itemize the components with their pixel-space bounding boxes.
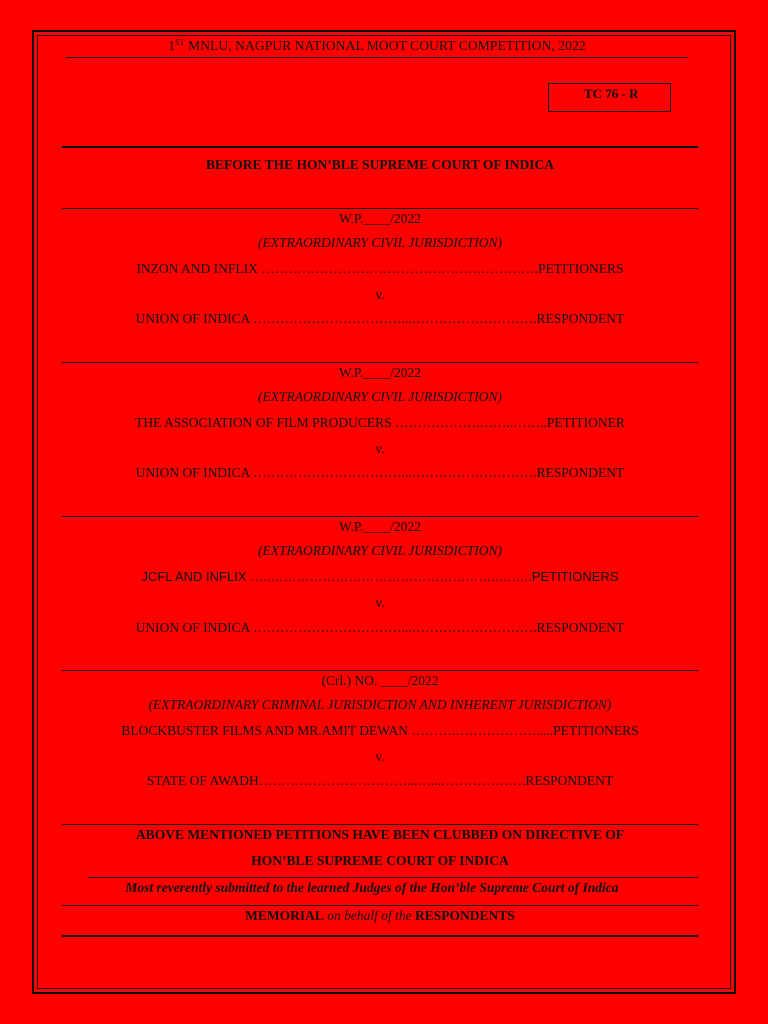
clubbed-notice-court: HON’BLE SUPREME COURT OF INDICA [251, 853, 509, 868]
competition-name: MNLU, NAGPUR NATIONAL MOOT COURT COMPETITION, 2022 [184, 38, 586, 53]
team-code-box [548, 83, 671, 112]
clubbed-notice: ABOVE MENTIONED PETITIONS HAVE BEEN CLUBBED ON DIRECTIVE OF [135, 827, 625, 842]
team-code: TC 76 - R [584, 86, 639, 101]
divider [62, 824, 698, 825]
memorial-line [62, 908, 698, 924]
jurisdiction: (EXTRAORDINARY CIVIL JURISDICTION) [258, 389, 502, 404]
divider [62, 146, 698, 148]
petitioner-line: INZON AND INFLIX ………………………………………….………….PETITIONERS [136, 261, 624, 276]
respondent-line: UNION OF INDICA ……………………………...……………………….RESPONDENT [135, 620, 625, 635]
versus: v. [375, 287, 385, 302]
jurisdiction: (EXTRAORDINARY CRIMINAL JURISDICTION AND INHERENT JURISDICTION) [148, 697, 612, 712]
court-heading: BEFORE THE HON’BLE SUPREME COURT OF INDICA [205, 157, 555, 172]
ordinal-superscript: ST [175, 38, 185, 47]
respondent-line: UNION OF INDICA ……………………………...……………………….RESPONDENT [135, 465, 625, 480]
petition-number: (Crl.) NO. ____/2022 [321, 673, 439, 688]
header-underline [66, 57, 688, 58]
inner-border [37, 35, 731, 989]
divider [62, 516, 698, 517]
petition-number: W.P.____/2022 [338, 365, 421, 380]
divider [62, 362, 698, 363]
petitioner-line: THE ASSOCIATION OF FILM PRODUCERS ……………….……..……..PETITIONER [135, 415, 625, 430]
submission-line: Most reverently submitted to the learned Judges of the Hon’ble Supreme Court of Indica [125, 880, 619, 895]
memorial-label: MEMORIAL [245, 908, 324, 923]
jurisdiction: (EXTRAORDINARY CIVIL JURISDICTION) [258, 235, 502, 250]
divider [62, 670, 698, 671]
petitioner-line: BLOCKBUSTER FILMS AND MR.AMIT DEWAN ……….……………….....PETITIONERS [121, 723, 639, 738]
memorial-behalf: on behalf of the [323, 908, 416, 923]
memorial-party: RESPONDENTS [415, 908, 515, 923]
petition-number: W.P.____/2022 [338, 211, 421, 226]
divider [62, 208, 698, 209]
versus: v. [375, 595, 385, 610]
divider [62, 935, 698, 937]
ordinal-number: 1 [168, 38, 176, 53]
petitioner-line: JCFL AND INFLIX …..……………………………………………..……..PETITIONERS [141, 569, 619, 584]
versus: v. [375, 749, 385, 764]
respondent-line: STATE OF AWADH……………………………...…...……………….RESPONDENT [146, 773, 614, 788]
respondent-line: UNION OF INDICA ……………………………...……………………….RESPONDENT [135, 311, 625, 326]
jurisdiction: (EXTRAORDINARY CIVIL JURISDICTION) [258, 543, 502, 558]
petition-number: W.P.____/2022 [338, 519, 421, 534]
divider [62, 905, 698, 906]
competition-title [66, 38, 688, 54]
divider [88, 877, 698, 878]
versus: v. [375, 441, 385, 456]
